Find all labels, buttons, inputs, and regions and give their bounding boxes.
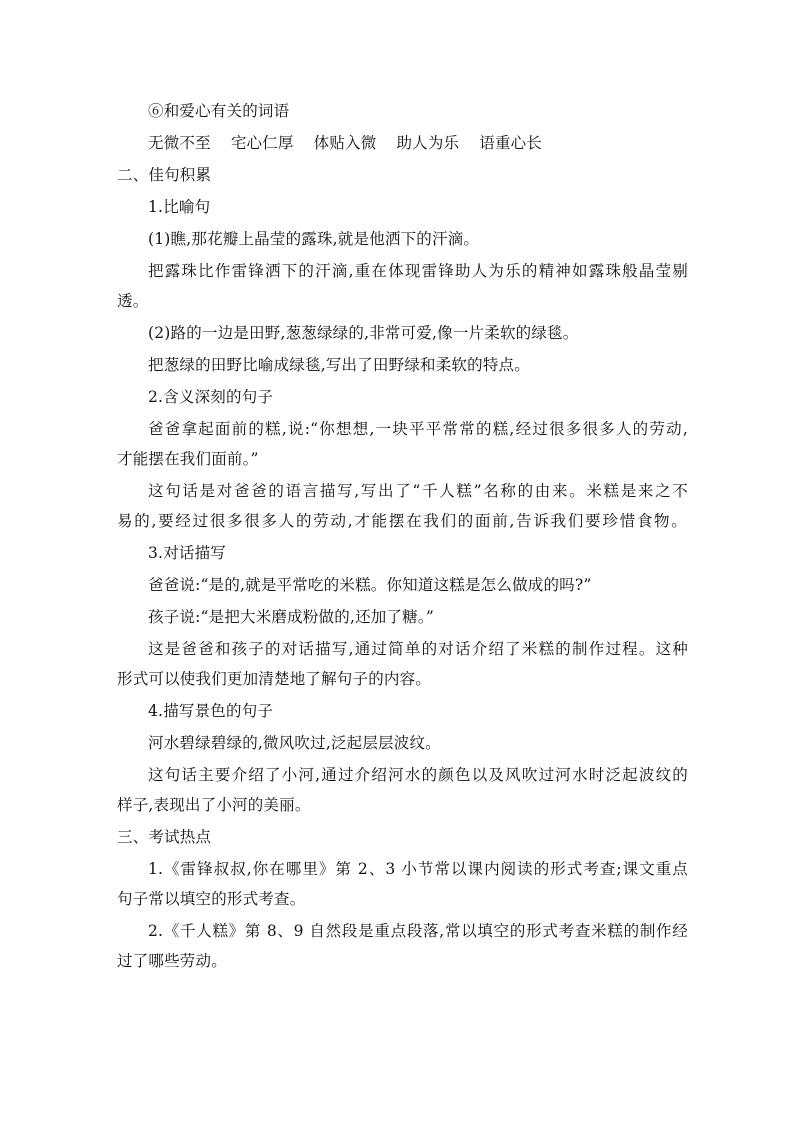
example-sentence: (2)路的一边是田野,葱葱绿绿的,非常可爱,像一片柔软的绿毯。: [148, 324, 579, 342]
dialogue-line: 孩子说:“是把大米磨成粉做的,还加了糖。”: [148, 608, 434, 626]
exam-point-line: 过了哪些劳动。: [117, 952, 227, 970]
word-item: 语重心长: [479, 134, 543, 152]
section-heading: 三、考试热点: [117, 828, 212, 846]
explanation-line: 把葱绿的田野比喻成绿毯,写出了田野绿和柔软的特点。: [148, 356, 530, 374]
word-item: 宅心仁厚: [230, 134, 294, 152]
explanation-line: 把露珠比作雷锋洒下的汗滴,重在体现雷锋助人为乐的精神如露珠般晶莹剔: [148, 262, 688, 280]
example-sentence: 河水碧绿碧绿的,微风吹过,泛起层层波纹。: [148, 734, 441, 752]
word-item: 体贴入微: [313, 134, 377, 152]
word-item: 助人为乐: [396, 134, 460, 152]
subsection-heading: 2.含义深刻的句子: [148, 388, 274, 406]
subsection-heading: 3.对话描写: [148, 544, 226, 562]
subsection-heading: 4.描写景色的句子: [148, 702, 274, 720]
love-words-subheading: ⑥和爱心有关的词语: [148, 102, 290, 120]
explanation-line: 形式可以使我们更加清楚地了解句子的内容。: [117, 670, 432, 688]
love-words-row: [148, 132, 688, 154]
explanation-line: 透。: [117, 292, 149, 310]
word-item: 无微不至: [148, 134, 211, 152]
exam-point-line: 2.《千人糕》第 8、9 自然段是重点段落,常以填空的形式考查米糕的制作经: [148, 922, 688, 940]
section-heading: 二、佳句积累: [117, 166, 212, 184]
explanation-line: 样子,表现出了小河的美丽。: [117, 796, 311, 814]
quote-line: 才能摆在我们面前。”: [117, 450, 259, 468]
dialogue-line: 爸爸说:“是的,就是平常吃的米糕。你知道这糕是怎么做成的吗?”: [148, 576, 592, 594]
explanation-line: 这是爸爸和孩子的对话描写,通过简单的对话介绍了米糕的制作过程。这种: [148, 640, 688, 658]
exam-point-line: 句子常以填空的形式考查。: [117, 890, 306, 908]
explanation-line: 易的,要经过很多很多人的劳动,才能摆在我们的面前,告诉我们要珍惜食物。: [117, 512, 687, 530]
example-sentence: (1)瞧,那花瓣上晶莹的露珠,就是他洒下的汗滴。: [148, 230, 480, 248]
explanation-line: 这句话主要介绍了小河,通过介绍河水的颜色以及风吹过河水时泛起波纹的: [148, 766, 688, 784]
explanation-line: 这句话是对爸爸的语言描写,写出了“千人糕”名称的由来。米糕是来之不: [148, 482, 688, 500]
quote-line: 爸爸拿起面前的糕,说:“你想想,一块平平常常的糕,经过很多很多人的劳动,: [148, 420, 688, 438]
exam-point-line: 1.《雷锋叔叔,你在哪里》第 2、3 小节常以课内阅读的形式考查;课文重点: [148, 860, 688, 878]
subsection-heading: 1.比喻句: [148, 198, 211, 216]
